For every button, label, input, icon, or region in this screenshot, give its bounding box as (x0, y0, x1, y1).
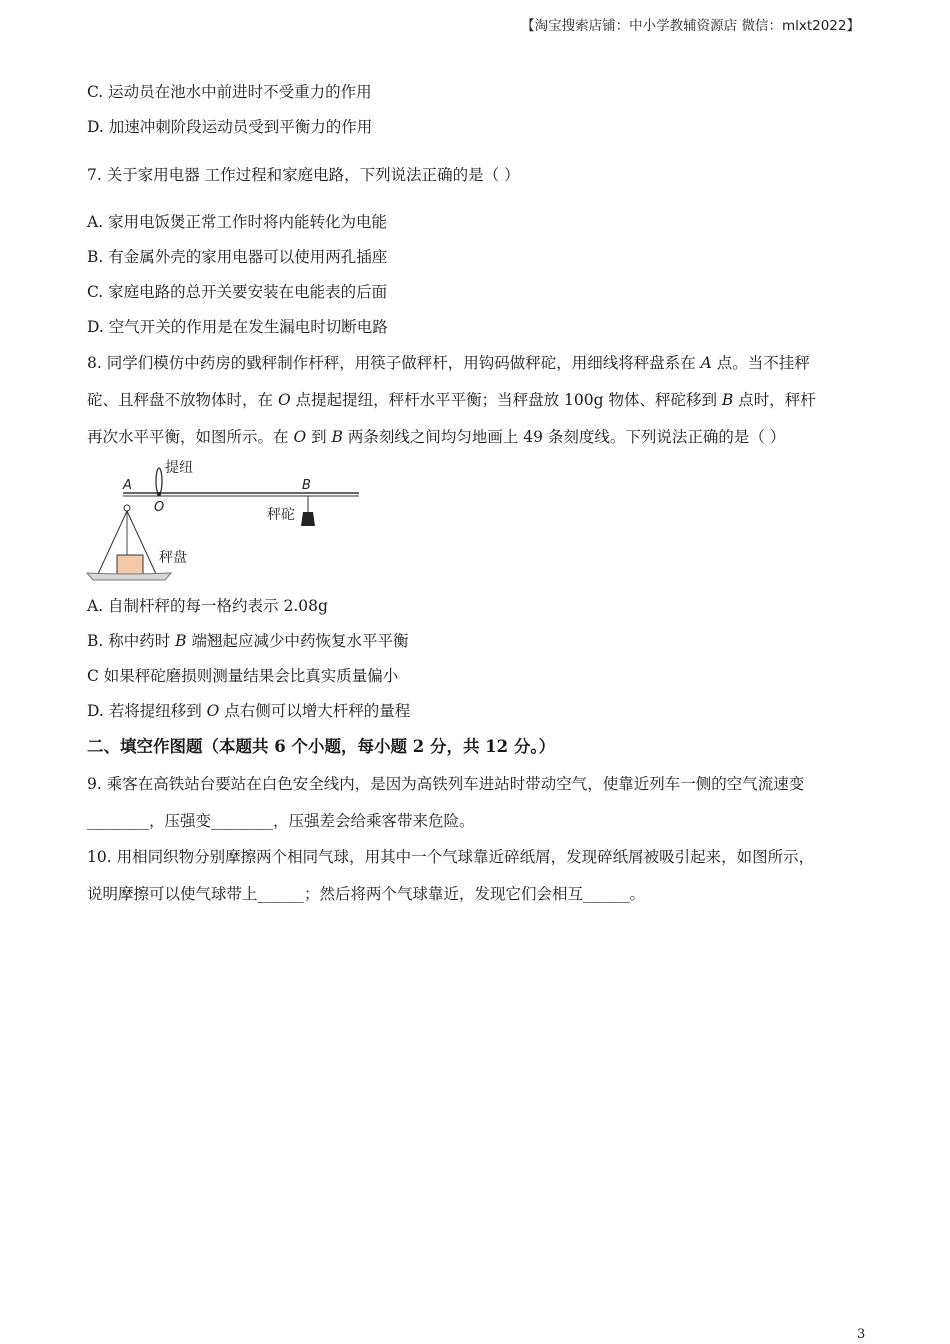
steelyard-figure (85, 456, 365, 586)
pivot-point-o (157, 492, 161, 496)
q8-option-b: B. 称中药时 B 端翘起应减少中药恢复水平平衡 (87, 632, 409, 650)
q7-option-b: B. 有金属外壳的家用电器可以使用两孔插座 (87, 248, 388, 266)
q8-stem-line2: 砣、且秤盘不放物体时，在 O 点提起提纽，秤杆水平平衡；当秤盘放 100g 物体、秤砣移到 B 点时，秤杆 (87, 391, 816, 409)
q6-option-c: C. 运动员在池水中前进时不受重力的作用 (87, 83, 372, 101)
label-b: B (302, 478, 311, 493)
q8-stem-line1: 8. 同学们模仿中药房的戥秤制作杆秤，用筷子做秤杆，用钩码做秤砣，用细线将秤盘系在 A 点。当不挂秤 (87, 354, 810, 372)
label-o: O (154, 500, 165, 515)
section-2-title: 二、填空作图题（本题共 6 个小题，每小题 2 分，共 12 分。） (87, 737, 556, 756)
q8-option-c: C 如果秤砣磨损则测量结果会比真实质量偏小 (87, 667, 399, 685)
q8-stem-line3: 再次水平平衡，如图所示。在 O 到 B 两条刻线之间均匀地画上 49 条刻度线。下列说法正确的是（ ） (87, 428, 786, 446)
label-chengpan: 秤盘 (159, 550, 187, 566)
label-a: A (123, 478, 132, 493)
q7-option-d: D. 空气开关的作用是在发生漏电时切断电路 (87, 318, 388, 336)
counterweight (301, 512, 315, 526)
page-header: 【淘宝搜索店铺：中小学教辅资源店 微信：mlxt2022】 (521, 18, 860, 34)
scale-pan (87, 573, 171, 580)
q8-option-a: A. 自制杆秤的每一格约表示 2.08g (87, 597, 328, 615)
q7-option-c: C. 家庭电路的总开关要安装在电能表的后面 (87, 283, 388, 301)
q7-stem: 7. 关于家用电器 工作过程和家庭电路，下列说法正确的是（ ） (87, 166, 520, 184)
q6-option-d: D. 加速冲刺阶段运动员受到平衡力的作用 (87, 118, 373, 136)
q9-line2: ________，压强变________，压强差会给乘客带来危险。 (87, 812, 475, 830)
object-on-pan (117, 555, 143, 575)
q7-option-a: A. 家用电饭煲正常工作时将内能转化为电能 (87, 213, 388, 231)
label-chengtuo: 秤砣 (267, 507, 295, 523)
page-number: 3 (857, 1327, 866, 1342)
lifting-loop (156, 468, 162, 494)
q10-line2: 说明摩擦可以使气球带上______；然后将两个气球靠近，发现它们会相互______。 (87, 885, 646, 903)
q9-line1: 9. 乘客在高铁站台要站在白色安全线内，是因为高铁列车进站时带动空气，使靠近列车一侧的空气流速变 (87, 775, 805, 793)
label-tiniu: 提纽 (165, 460, 193, 476)
q8-option-d: D. 若将提纽移到 O 点右侧可以增大杆秤的量程 (87, 702, 411, 720)
q10-line1: 10. 用相同织物分别摩擦两个相同气球，用其中一个气球靠近碎纸屑，发现碎纸屑被吸引起来，如图所示， (87, 848, 815, 866)
